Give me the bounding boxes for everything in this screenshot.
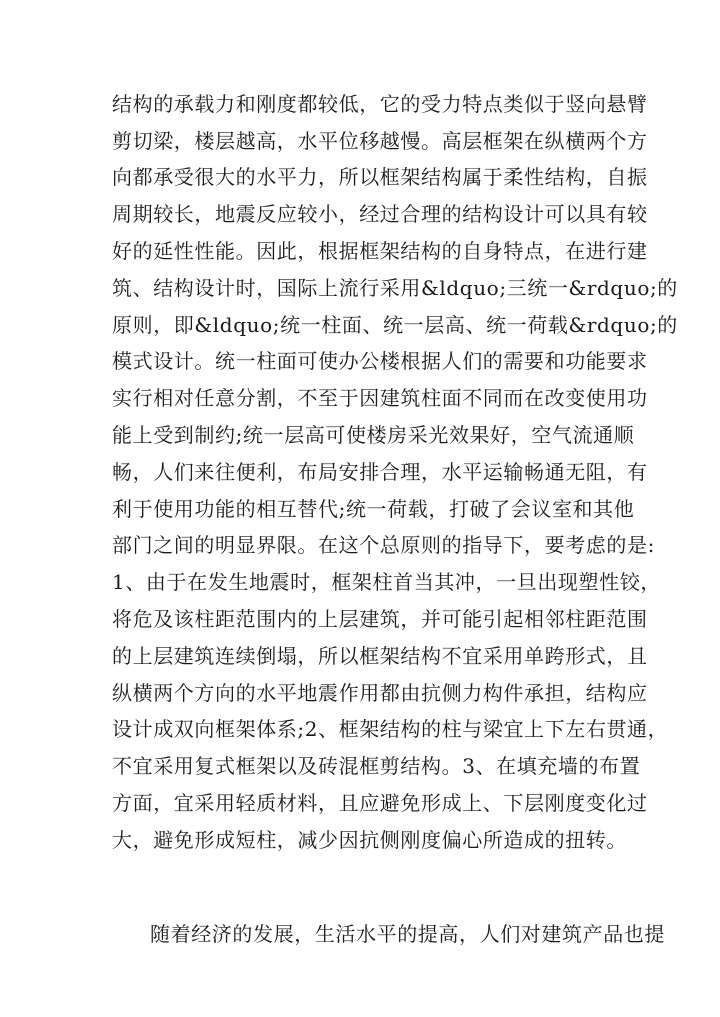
text-line: 好的延性性能。因此，根据框架结构的自身特点，在进行建 — [112, 239, 648, 263]
text-line: 大，避免形成短柱，减少因抗侧刚度偏心所造成的扭转。 — [112, 828, 627, 852]
text-line: 的上层建筑连续倒塌，所以框架结构不宜采用单跨形式，且 — [112, 644, 648, 668]
text-line: 周期较长，地震反应较小，经过合理的结构设计可以具有较 — [112, 202, 648, 226]
text-line: 不宜采用复式框架以及砖混框剪结构。3、在填充墙的布置 — [112, 754, 641, 778]
text-line: 部门之间的明显界限。在这个总原则的指导下，要考虑的是: — [112, 533, 655, 557]
text-line: 利于使用功能的相互替代;统一荷载，打破了会议室和其他 — [112, 497, 635, 521]
text-line: 筑、结构设计时，国际上流行采用&ldquo;三统一&rdquo;的 — [112, 276, 678, 300]
text-line: 原则，即&ldquo;统一柱面、统一层高、统一荷载&rdquo;的 — [112, 313, 678, 337]
text-line: 能上受到制约;统一层高可使楼房采光效果好，空气流通顺 — [112, 423, 635, 447]
text-line: 1、由于在发生地震时，框架柱首当其冲，一旦出现塑性铰， — [112, 570, 661, 594]
text-line: 设计成双向框架体系;2、框架结构的柱与梁宜上下左右贯通， — [112, 717, 669, 741]
text-line: 模式设计。统一柱面可使办公楼根据人们的需要和功能要求 — [112, 349, 648, 373]
text-line: 向都承受很大的水平力，所以框架结构属于柔性结构，自振 — [112, 165, 648, 189]
text-line: 将危及该柱距范围内的上层建筑，并可能引起相邻柱距范围 — [112, 607, 648, 631]
text-line: 实行相对任意分割，不至于因建筑柱面不同而在改变使用功 — [112, 386, 648, 410]
text-line: 结构的承载力和刚度都较低，它的受力特点类似于竖向悬臂 — [112, 92, 648, 116]
text-line: 方面，宜采用轻质材料，且应避免形成上、下层刚度变化过 — [112, 791, 648, 815]
text-line: 纵横两个方向的水平地震作用都由抗侧力构件承担，结构应 — [112, 681, 648, 705]
text-line: 剪切梁，楼层越高，水平位移越慢。高层框架在纵横两个方 — [112, 129, 648, 153]
text-line: 随着经济的发展，生活水平的提高，人们对建筑产品也提 — [150, 922, 665, 946]
text-line: 畅，人们来往便利，布局安排合理，水平运输畅通无阻，有 — [112, 460, 648, 484]
